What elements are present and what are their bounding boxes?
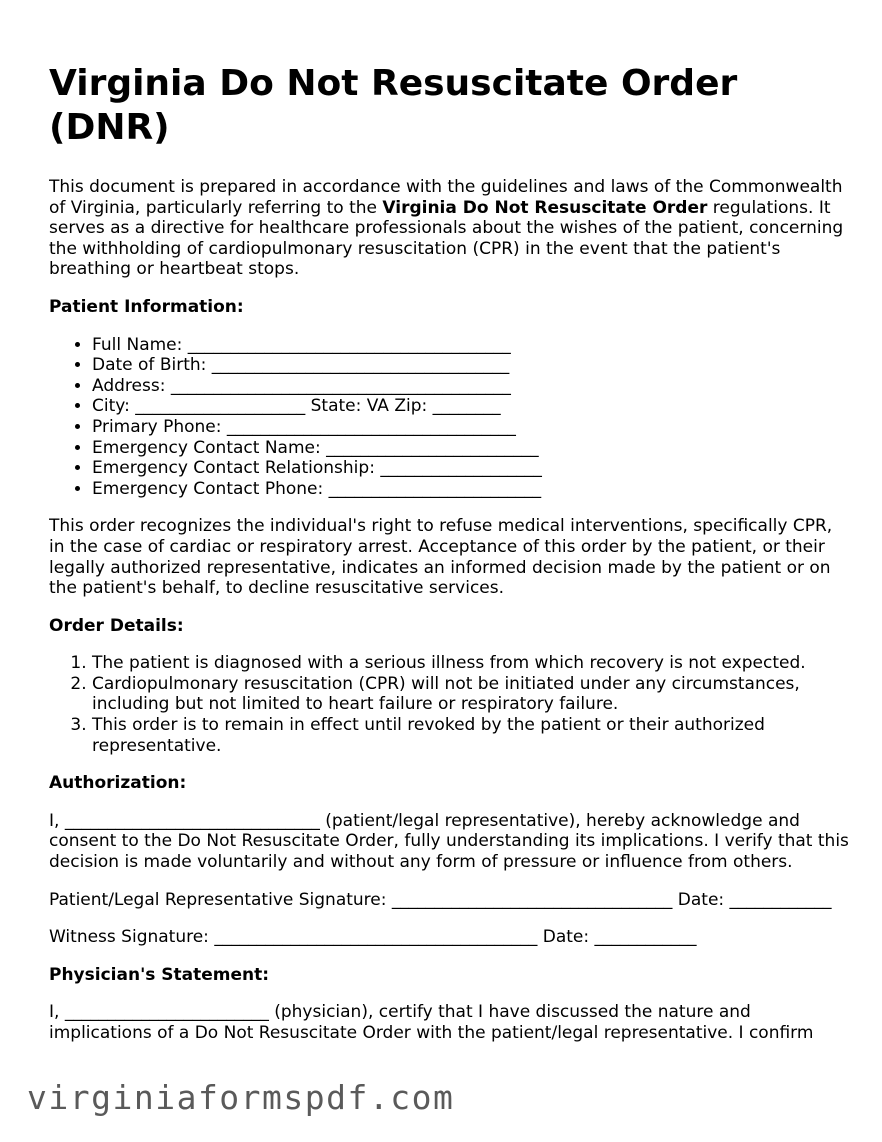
intro-text-start: This document is prepared in accordance with the guidelines and laws of the Commonwealth of Virginia, particularly referring to the: [49, 177, 843, 218]
physician-statement-heading: Physician's Statement:: [49, 964, 270, 985]
field-primary-phone[interactable]: • Primary Phone: __________________________________: [92, 417, 849, 438]
intro-paragraph: [49, 177, 849, 280]
recognition-paragraph: This order recognizes the individual's right to refuse medical interventions, specifically CPR, in the case of cardiac or respiratory arrest. Acceptance of this order by the patient, or their legally authorized representative, indicates an informed decision made by the patient or on the patient's behalf, to decline resuscitative services.: [49, 516, 833, 599]
order-detail-item: 3. This order is to remain in effect until revoked by the patient or their authorized representative.: [92, 715, 849, 756]
physician-statement-text[interactable]: I, ________________________ (physician), certify that I have discussed the nature and implications of a Do Not Resuscitate Order with the patient/legal representative. I confirm: [49, 1002, 814, 1043]
order-details-heading: Order Details:: [49, 615, 184, 636]
document-title: Virginia Do Not Resuscitate Order (DNR): [49, 63, 738, 148]
witness-signature-line[interactable]: Witness Signature: ______________________________________ Date: ____________: [49, 927, 697, 948]
field-emergency-contact-phone[interactable]: • Emergency Contact Phone: _________________________: [92, 479, 849, 500]
field-emergency-contact-name[interactable]: • Emergency Contact Name: _________________________: [92, 438, 849, 459]
watermark-footer: virginiaformspdf.com: [27, 1078, 455, 1117]
field-full-name[interactable]: • Full Name: ______________________________________: [92, 335, 849, 356]
document-page: [49, 62, 849, 1078]
patient-info-list: [49, 335, 849, 500]
authorization-heading: Authorization:: [49, 773, 187, 794]
order-detail-item: 1. The patient is diagnosed with a serious illness from which recovery is not expected.: [92, 653, 849, 674]
authorization-text[interactable]: I, ______________________________ (patient/legal representative), hereby acknowledge and consent to the Do Not Resuscitate Order, fully understanding its implications. I verify that this decision is made voluntarily and without any form of pressure or influence from others.: [49, 810, 849, 873]
intro-text-end: regulations. It serves as a directive for healthcare professionals about the wishes of the patient, concerning the withholding of cardiopulmonary resuscitation (CPR) in the event that the patient's breathing or heartbeat stops.: [49, 197, 844, 280]
field-address[interactable]: • Address: ________________________________________: [92, 376, 849, 397]
order-detail-item: 2. Cardiopulmonary resuscitation (CPR) will not be initiated under any circumstances, including but not limited to heart failure or respiratory failure.: [92, 674, 849, 715]
field-city-state-zip[interactable]: • City: ____________________ State: VA Zip: ________: [92, 396, 849, 417]
field-date-of-birth[interactable]: • Date of Birth: ___________________________________: [92, 355, 849, 376]
order-details-list: [49, 653, 849, 756]
patient-info-heading: Patient Information:: [49, 296, 244, 317]
intro-bold-term: Virginia Do Not Resuscitate Order: [382, 197, 708, 218]
patient-signature-line[interactable]: Patient/Legal Representative Signature: _________________________________ Date: ____________: [49, 889, 832, 910]
field-emergency-contact-relationship[interactable]: • Emergency Contact Relationship: ___________________: [92, 458, 849, 479]
